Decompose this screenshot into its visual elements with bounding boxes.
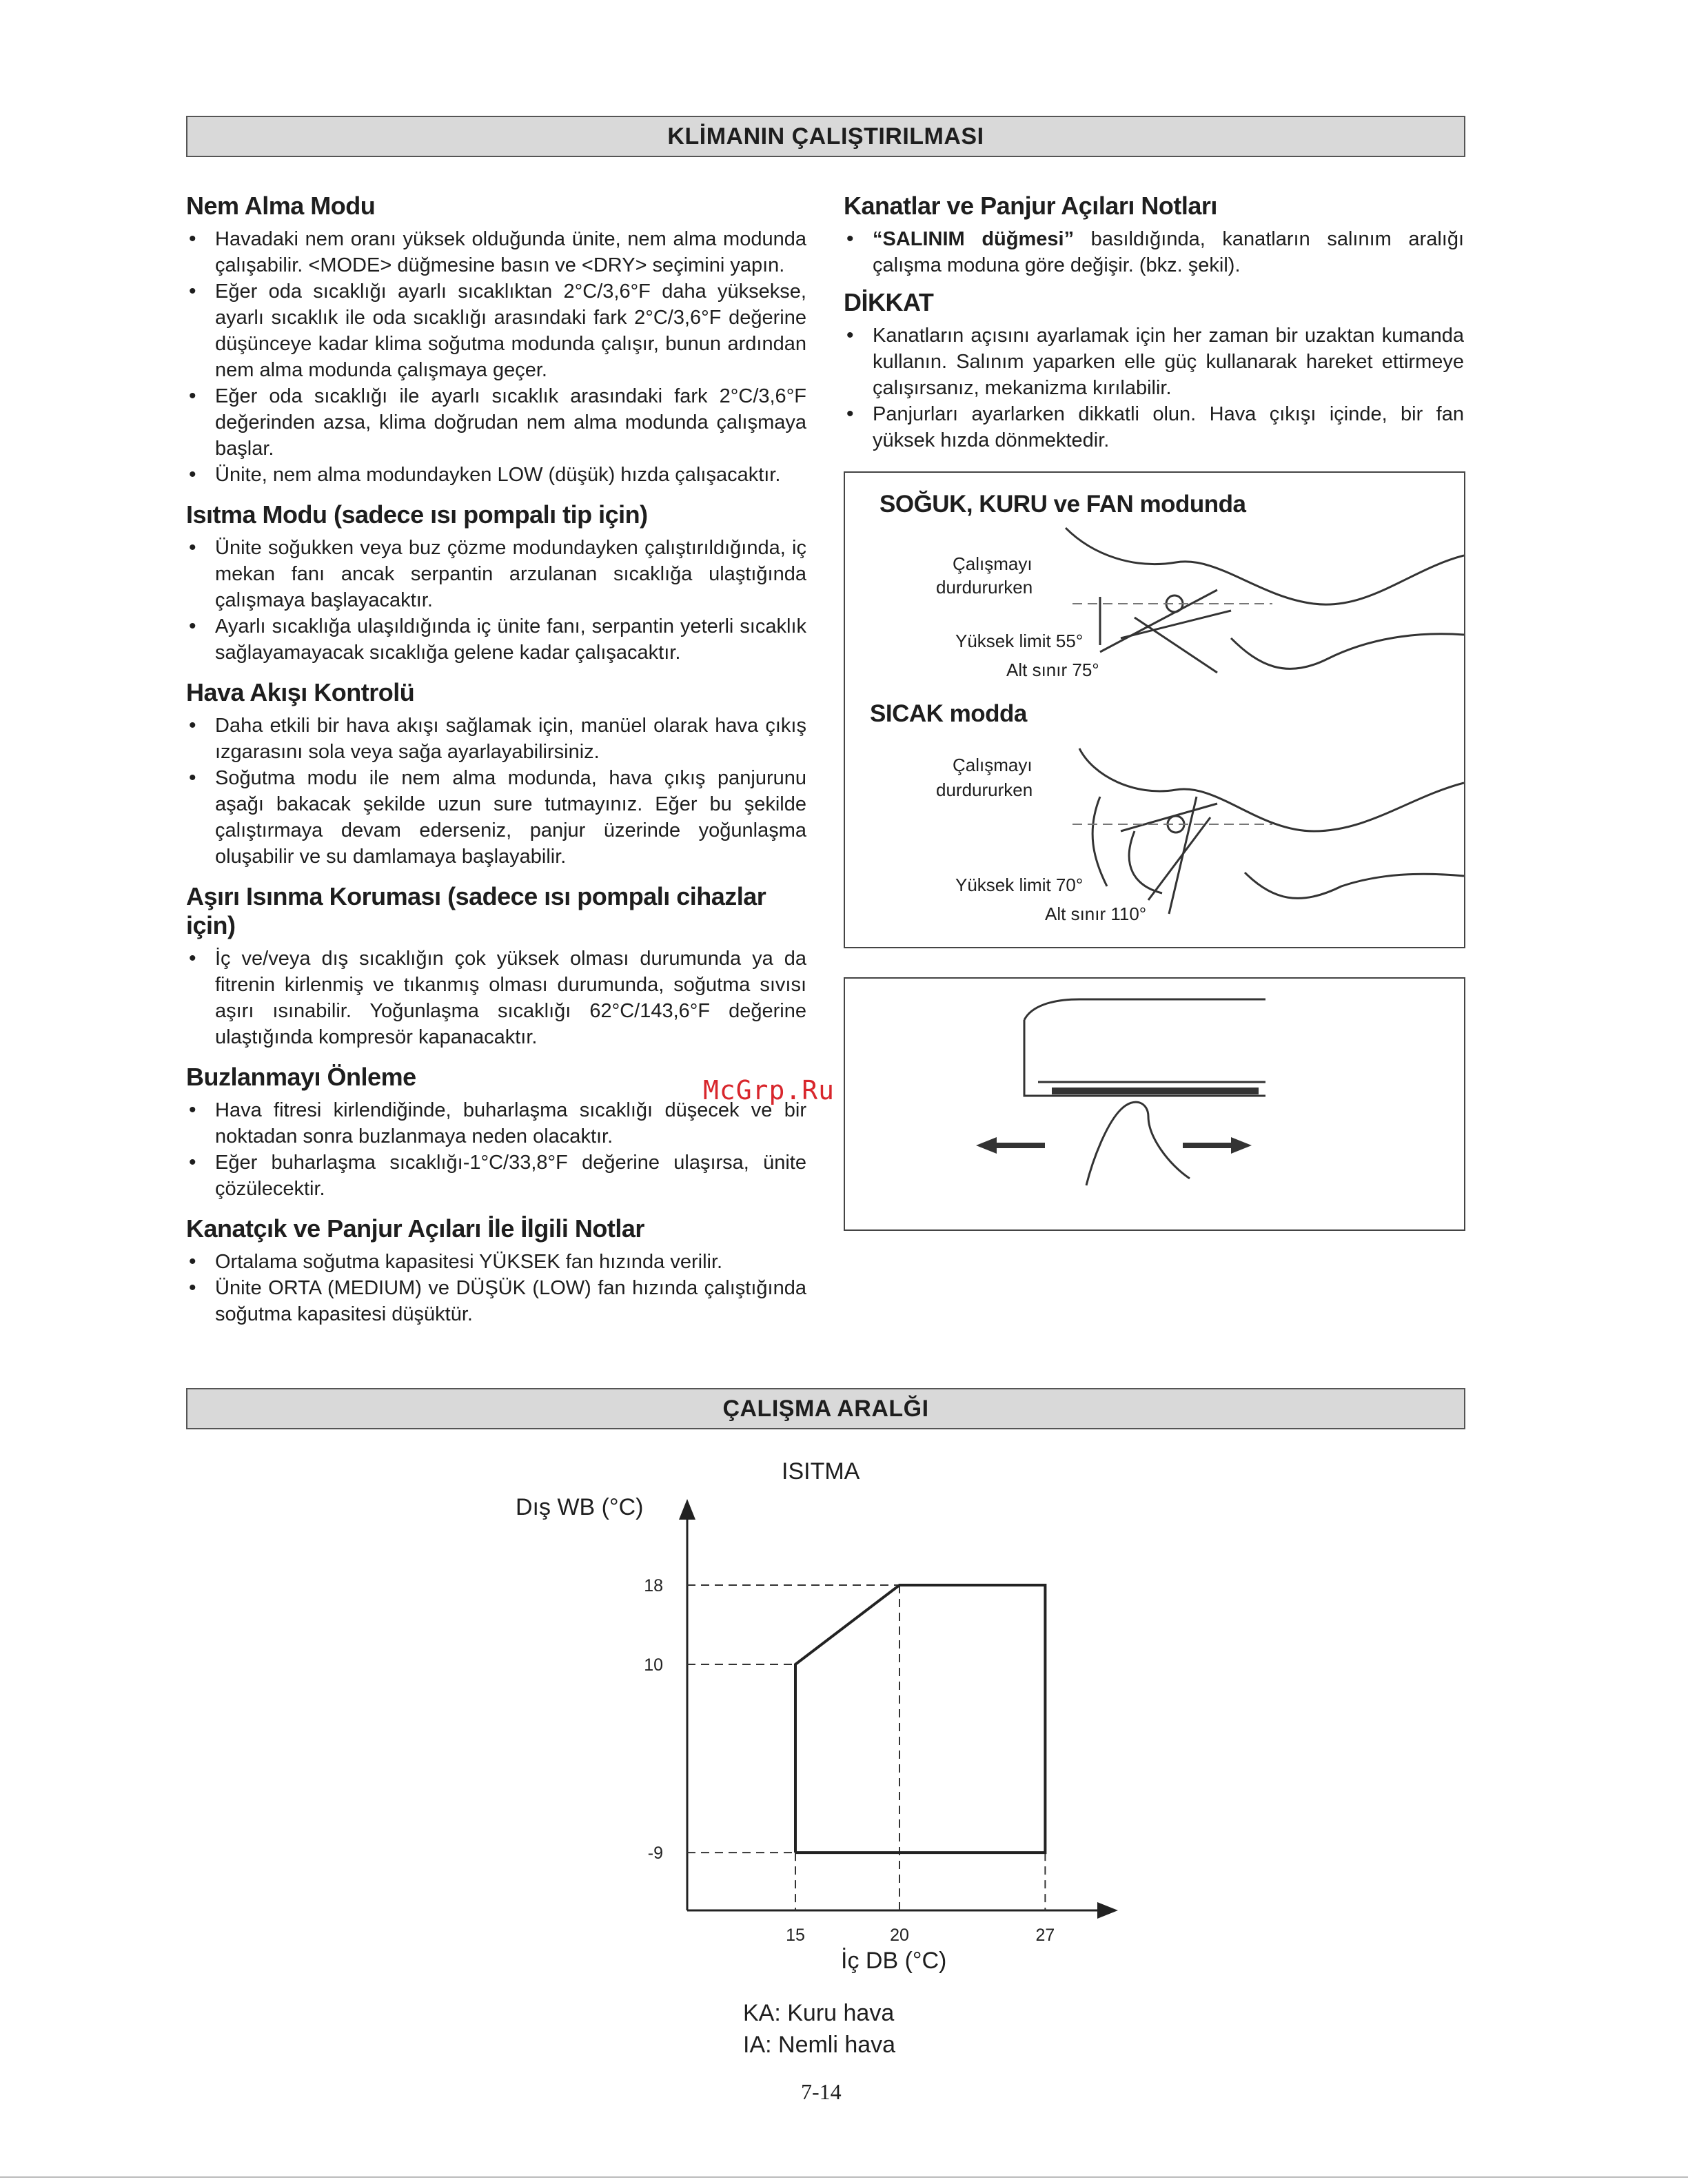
cool-stop-label-2: durdururken	[936, 577, 1033, 598]
x-tick-label: 20	[890, 1926, 909, 1945]
section-item: • Eğer oda sıcaklığı ile ayarlı sıcaklık arasındaki fark 2°C/3,6°F değerinden azsa, klima doğrudan nem alma modunda çalışmaya başlar.	[186, 383, 806, 462]
section-item: • Daha etkili bir hava akışı sağlamak için, manüel olarak hava çıkış ızgarasını sola veya sağa ayarlayabilirsiniz.	[186, 713, 806, 765]
y-tick-label: -9	[647, 1844, 663, 1864]
section-item: • Soğutma modu ile nem alma modunda, hava çıkış panjurunu aşağı bakacak şekilde uzun sure tutmayınız. Eğer bu şekilde çalıştırmaya devam ederseniz, panjur üzerinde yoğunlaşma oluşabilir ve su damlamaya başlayabilir.	[186, 765, 806, 870]
cool-lower-limit: Alt sınır 75°	[1006, 660, 1099, 680]
swing-button-name: “SALINIM düğmesi”	[873, 228, 1075, 250]
page-number: 7-14	[801, 2079, 842, 2104]
y-tick-label: 10	[644, 1655, 663, 1675]
caution-item: • Panjurları ayarlarken dikkatli olun. Hava çıkışı içinde, bir fan yüksek hızda dönmektedir.	[844, 401, 1464, 453]
section-item: • İç ve/veya dış sıcaklığın çok yüksek olması durumunda ya da fitrenin kirlenmiş ve tıkanmış olması durumunda, soğutma sıvısı aşırı ısınabilir. Yoğunlaşma sıcaklığı 62°C/143,6°F değerine ulaştığında kompresör kapanacaktır.	[186, 946, 806, 1050]
section-item: • Ayarlı sıcaklığa ulaşıldığında iç ünite fanı, serpantin yeterli sıcaklık sağlayamayacak sıcaklığa gelene kadar çalışacaktır.	[186, 613, 806, 666]
chart-title: ISITMA	[782, 1458, 860, 1484]
y-axis-arrow-icon	[679, 1499, 695, 1520]
x-tick-label: 15	[786, 1926, 805, 1945]
legend-ia: IA: Nemli hava	[743, 2032, 896, 2058]
heat-stop-label-1: Çalışmayı	[953, 755, 1033, 775]
legend-ka: KA: Kuru hava	[743, 2000, 895, 2026]
y-tick-label: 18	[644, 1576, 663, 1595]
x-axis-arrow-icon	[1097, 1902, 1118, 1919]
section-item: • Ünite soğukken veya buz çözme modundayken çalıştırıldığında, iç mekan fanı ancak serpantin arzulanan sıcaklığa ulaştığında çalışmaya başlayacaktır.	[186, 535, 806, 613]
section-item: • Ortalama soğutma kapasitesi YÜKSEK fan hızında verilir.	[186, 1249, 806, 1275]
range-boundary-line	[795, 1585, 1045, 1853]
watermark: McGrp.Ru	[703, 1075, 835, 1105]
operating-range-title: ÇALIŞMA ARALĞI	[722, 1395, 929, 1422]
louver-notes-heading: Kanatlar ve Panjur Açıları Notları	[844, 192, 1217, 220]
section-item: • Ünite ORTA (MEDIUM) ve DÜŞÜK (LOW) fan hızında çalıştığında soğutma kapasitesi düşüktür.	[186, 1275, 806, 1327]
caution-item: • Kanatların açısını ayarlamak için her zaman bir uzaktan kumanda kullanın. Salınım yaparken elle güç kullanarak hareket ettirmeye çalışırsanız, mekanizma kırılabilir.	[844, 323, 1464, 401]
x-tick-label: 27	[1035, 1926, 1055, 1945]
chart-x-label: İç DB (°C)	[841, 1948, 947, 1974]
section-item: • Eğer oda sıcaklığı ayarlı sıcaklıktan 2°C/3,6°F daha yüksekse, ayarlı sıcaklık ile oda sıcaklığı arasındaki fark 2°C/3,6°F değerine düşünceye kadar klima soğutma modunda çalışır, bunun ardından nem alma modunda çalışmaya geçer.	[186, 278, 806, 383]
section-item: • Ünite, nem alma modundayken LOW (düşük) hızda çalışacaktır.	[186, 462, 806, 488]
caution-heading: DİKKAT	[844, 288, 934, 316]
bottom-rule	[0, 2176, 1688, 2178]
section-item: • Hava fitresi kirlendiğinde, buharlaşma sıcaklığı düşecek ve bir noktadan sonra buzlanmaya neden olacaktır.	[186, 1097, 806, 1150]
section-item: • Eğer buharlaşma sıcaklığı-1°C/33,8°F değerine ulaşırsa, ünite çözülecektir.	[186, 1150, 806, 1202]
cool-upper-limit: Yüksek limit 55°	[955, 631, 1084, 651]
section-item: • Havadaki nem oranı yüksek olduğunda ünite, nem alma modunda çalışabilir. <MODE> düğmesine basın ve <DRY> seçimini yapın.	[186, 226, 806, 278]
section-heading: Hava Akışı Kontrolü	[186, 678, 415, 706]
section-heading: Aşırı Isınma Koruması (sadece ısı pompalı cihazlar için)	[186, 882, 766, 939]
section-heading: Buzlanmayı Önleme	[186, 1063, 416, 1091]
cool-stop-label-1: Çalışmayı	[953, 553, 1033, 574]
heat-stop-label-2: durdururken	[936, 779, 1033, 800]
page-title: KLİMANIN ÇALIŞTIRILMASI	[667, 123, 984, 150]
section-heading: Nem Alma Modu	[186, 192, 376, 220]
section-heading: Isıtma Modu (sadece ısı pompalı tip için)	[186, 500, 648, 529]
chart-y-label: Dış WB (°C)	[516, 1494, 644, 1520]
heat-lower-limit: Alt sınır 110°	[1045, 904, 1147, 924]
section-heading: Kanatçık ve Panjur Açıları İle İlgili Notlar	[186, 1214, 644, 1243]
cool-mode-title: SOĞUK, KURU ve FAN modunda	[879, 491, 1246, 518]
heat-upper-limit: Yüksek limit 70°	[955, 875, 1084, 895]
louver-note-text: basıldığında, kanatların salınım aralığı çalışma moduna göre değişir. (bkz. şekil).	[873, 228, 1465, 276]
heat-mode-title: SICAK modda	[870, 700, 1027, 727]
